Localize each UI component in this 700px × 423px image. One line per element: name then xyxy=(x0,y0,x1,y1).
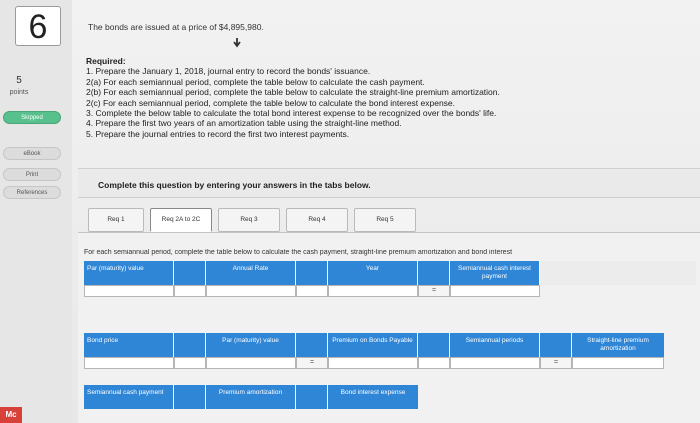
semiannual-periods-input[interactable] xyxy=(450,357,540,369)
year-input[interactable] xyxy=(328,285,418,297)
par-value-input[interactable] xyxy=(84,285,174,297)
operator-cell xyxy=(296,285,328,297)
header-year: Year xyxy=(328,261,418,285)
points-display xyxy=(4,75,34,99)
issued-text: The bonds are issued at a price of $4,895,980. xyxy=(88,22,264,32)
header-operator xyxy=(296,385,328,409)
points-value: 5 xyxy=(16,75,22,86)
header-straight-line-amortization: Straight-line premium amortization xyxy=(572,333,664,357)
requirement-item: 4. Prepare the first two years of an amortization table using the straight-line method. xyxy=(86,118,402,129)
header-semiannual-cash-interest: Semiannual cash interest payment xyxy=(450,261,540,285)
header-semiannual-periods: Semiannual periods xyxy=(450,333,540,357)
cash-interest-payment-input[interactable] xyxy=(450,285,540,297)
header-operator xyxy=(540,333,572,357)
premium-amortization-table xyxy=(84,333,696,369)
tab-req-2a-2c[interactable]: Req 2A to 2C xyxy=(150,208,212,232)
references-button[interactable]: References xyxy=(3,186,61,199)
tab-req-4[interactable]: Req 4 xyxy=(286,208,348,232)
question-number: 6 xyxy=(15,6,61,46)
required-title: Required: xyxy=(86,56,126,66)
requirement-item: 2(c) For each semiannual period, complete the table below to calculate the bond interest expense. xyxy=(86,97,456,108)
skipped-button[interactable]: Skipped xyxy=(3,111,61,124)
header-annual-rate: Annual Rate xyxy=(206,261,296,285)
bond-price-input[interactable] xyxy=(84,357,174,369)
instruction-bar xyxy=(78,168,700,198)
requirement-item: 5. Prepare the journal entries to record the first two interest payments. xyxy=(86,128,350,139)
header-operator xyxy=(174,261,206,285)
header-semiannual-cash-payment: Semiannual cash payment xyxy=(84,385,174,409)
interest-expense-table xyxy=(84,385,696,409)
header-operator xyxy=(174,385,206,409)
par-value-input[interactable] xyxy=(206,357,296,369)
header-operator xyxy=(296,333,328,357)
equals-cell: = xyxy=(418,285,450,297)
premium-on-bonds-input[interactable] xyxy=(328,357,418,369)
equals-cell: = xyxy=(296,357,328,369)
header-premium-amortization: Premium amortization xyxy=(206,385,296,409)
points-label: points xyxy=(9,89,29,96)
print-button[interactable]: Print xyxy=(3,168,61,181)
header-bond-interest-expense: Bond interest expense xyxy=(328,385,418,409)
operator-cell xyxy=(174,357,206,369)
operator-cell xyxy=(174,285,206,297)
cash-payment-table xyxy=(84,261,696,297)
instruction-text: Complete this question by entering your answers in the tabs below. xyxy=(98,180,371,190)
requirement-item: 2(b) For each semiannual period, complete the table below to calculate the straight-line premium amortization. xyxy=(86,87,500,98)
tab-req-3[interactable]: Req 3 xyxy=(218,208,280,232)
mc-logo: Mc xyxy=(0,407,22,423)
tab-req-1[interactable]: Req 1 xyxy=(88,208,144,232)
straight-line-amortization-input[interactable] xyxy=(572,357,664,369)
requirement-item: 1. Prepare the January 1, 2018, journal entry to record the bonds' issuance. xyxy=(86,66,371,77)
ebook-button[interactable]: eBook xyxy=(3,147,61,160)
header-bond-price: Bond price xyxy=(84,333,174,357)
requirement-item: 3. Complete the below table to calculate the total bond interest expense to be recognized over the bonds' life. xyxy=(86,108,497,119)
header-operator xyxy=(418,261,450,285)
header-operator xyxy=(174,333,206,357)
requirements-list xyxy=(86,56,500,139)
annual-rate-input[interactable] xyxy=(206,285,296,297)
left-sidebar xyxy=(0,0,72,423)
cursor-icon xyxy=(232,38,242,50)
tab-req-5[interactable]: Req 5 xyxy=(354,208,416,232)
header-par-value: Par (maturity) value xyxy=(84,261,174,285)
tab-description: For each semiannual period, complete the table below to calculate the cash payment, straight-line premium amortization and bond interest xyxy=(84,249,513,256)
operator-cell xyxy=(418,357,450,369)
header-premium-on-bonds: Premium on Bonds Payable xyxy=(328,333,418,357)
equals-cell: = xyxy=(540,357,572,369)
question-content xyxy=(72,0,700,423)
header-par-value: Par (maturity) value xyxy=(206,333,296,357)
header-operator xyxy=(296,261,328,285)
header-operator xyxy=(418,333,450,357)
requirement-item: 2(a) For each semiannual period, complete the table below to calculate the cash payment. xyxy=(86,76,425,87)
requirement-tabs xyxy=(88,208,422,234)
